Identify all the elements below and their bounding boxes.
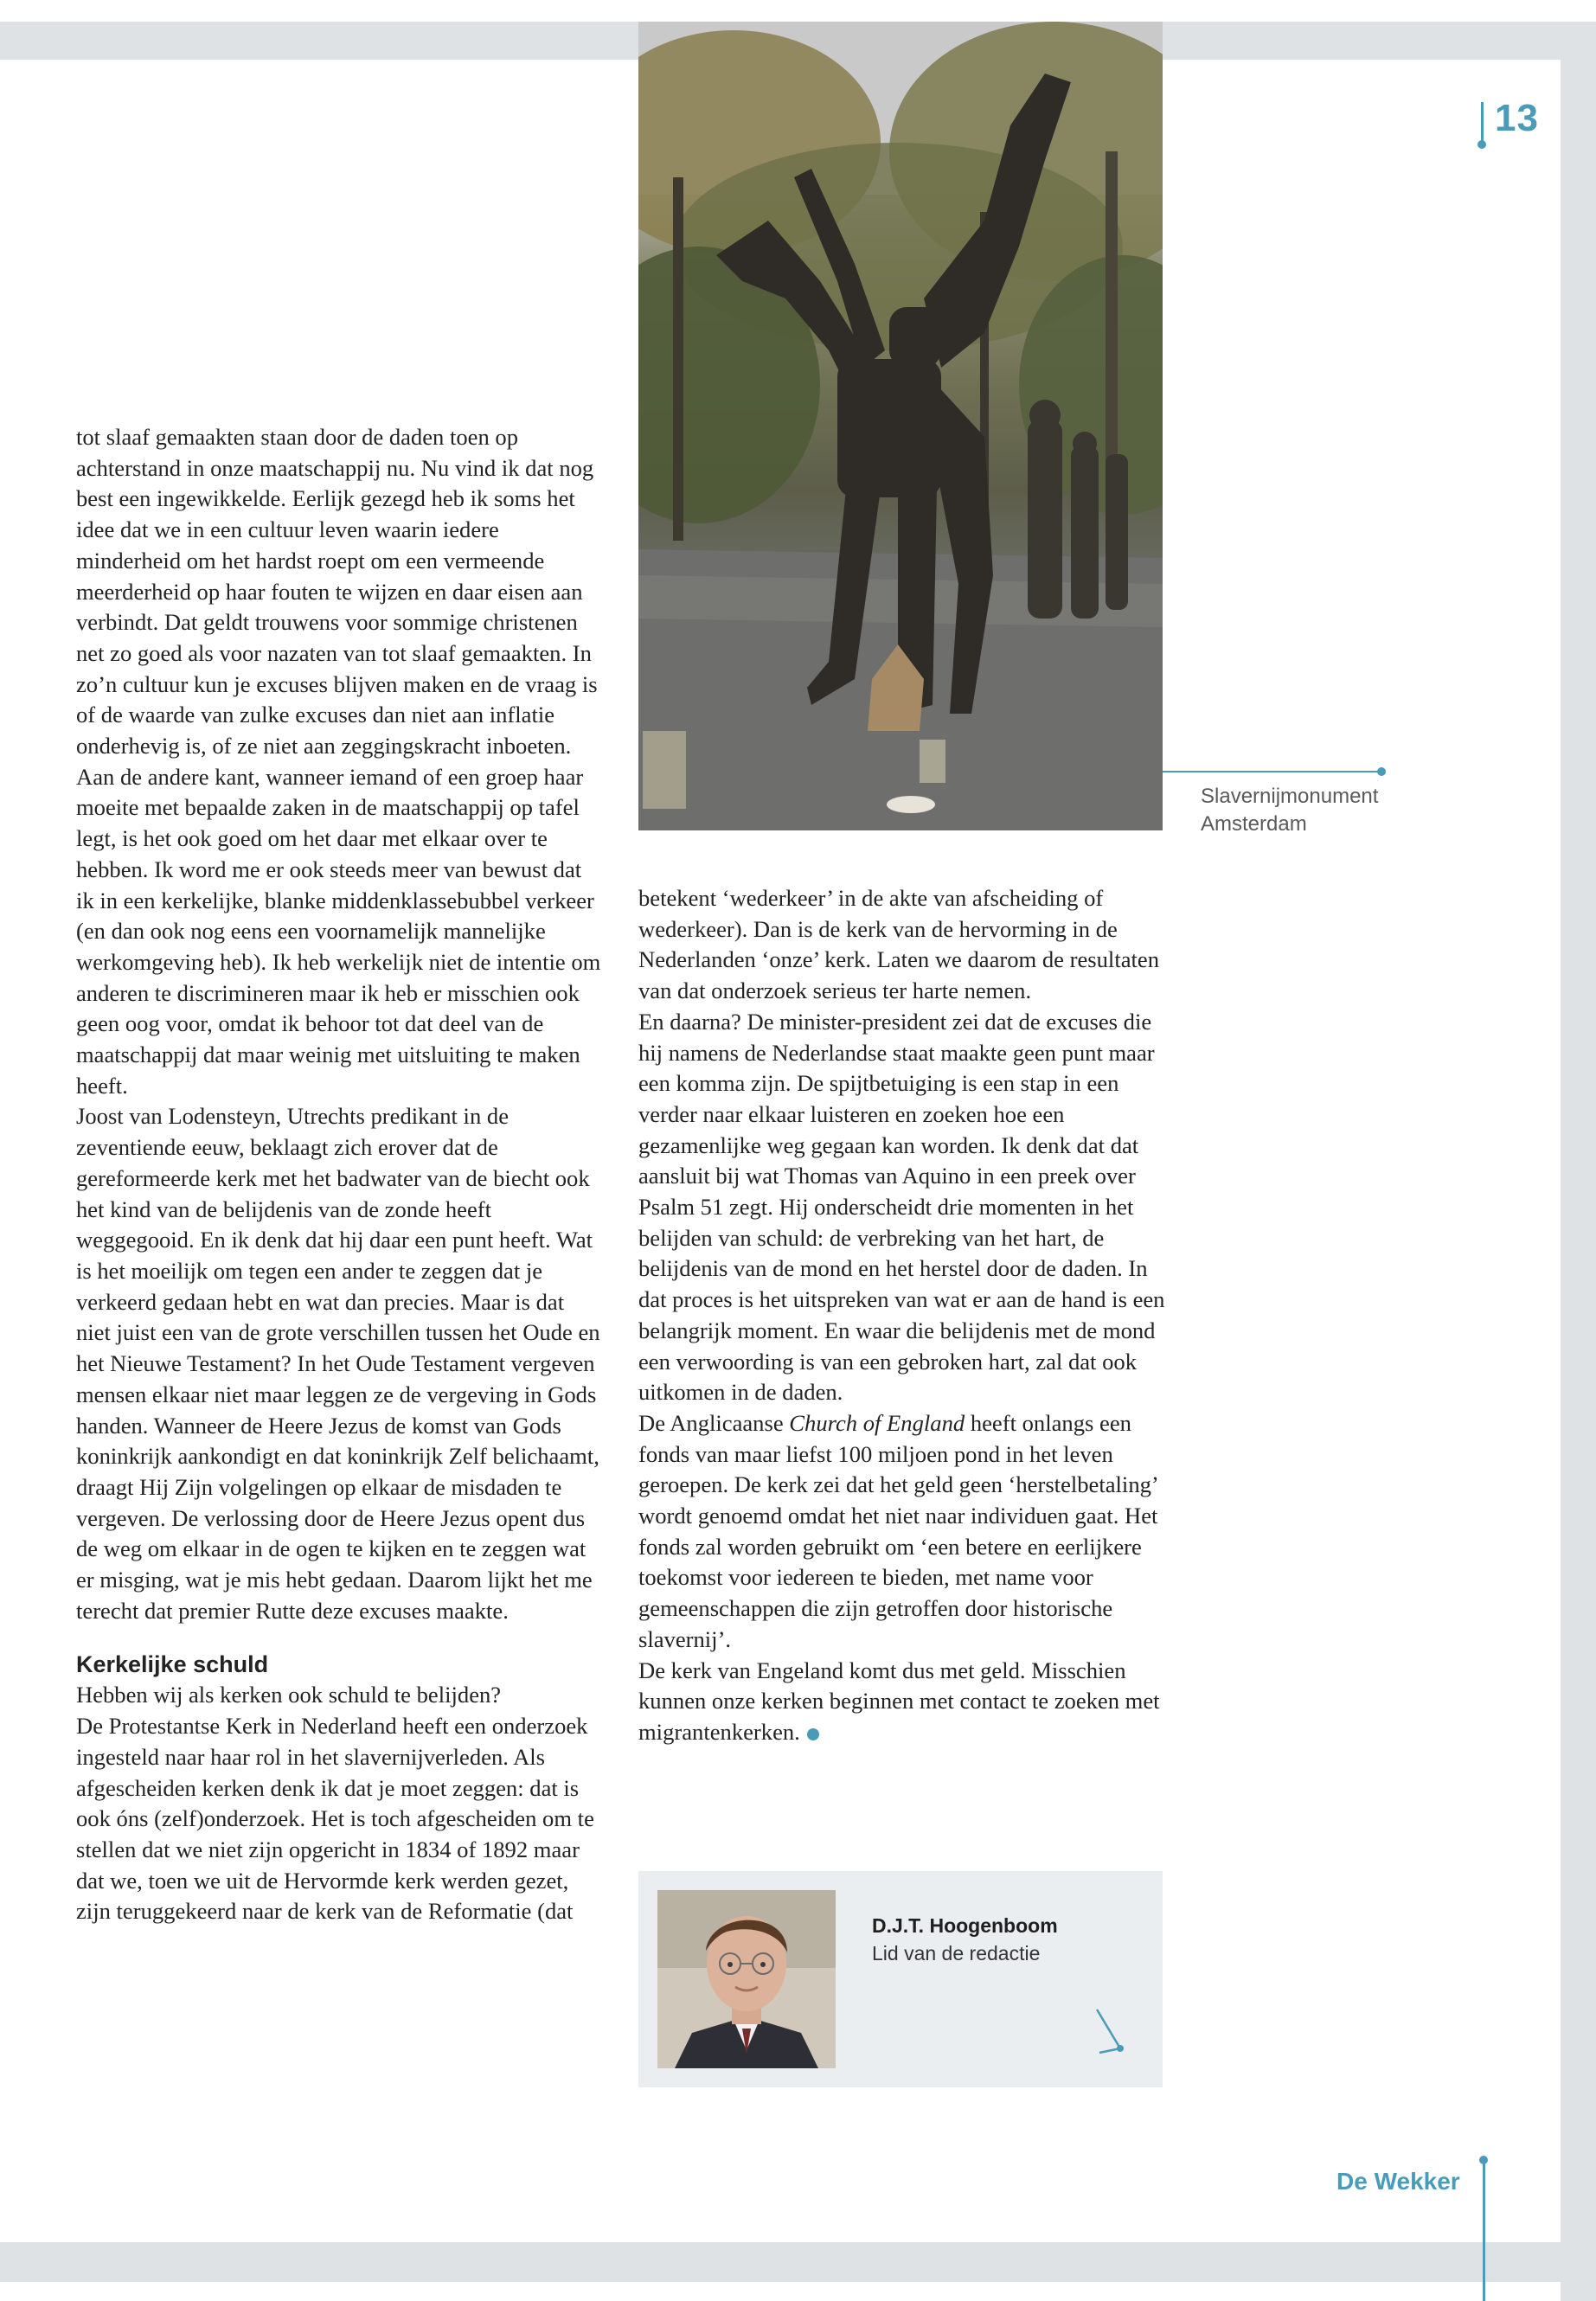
end-of-article-dot bbox=[807, 1728, 819, 1740]
caption-line-1: Slavernijmonument bbox=[1201, 785, 1379, 808]
middle-paragraph-2: En daarna? De minister-president zei dat de excuses die hij namens de Nederlandse staat maakte geen punt maar een komma zijn. De spijtbetuiging is een stap in een verder naar elkaar luisteren en zoeken hoe een gezamenlijke weg gegaan kan worden. Ik denk dat dat aansluit bij wat Thomas van Aquino in een preek over Psalm 51 zegt. Hij onderscheidt drie momenten in het belijden van schuld: de verbreking van het hart, de belijdenis van de mond en het herstel door de daden. In dat proces is het uitspreken van wat er aan de hand is een belangrijk moment. En waar die belijdenis met de mond een verwoording is van een gebroken hart, zal dat ook uitkomen in de daden. bbox=[638, 1008, 1165, 1406]
caption-leader-line bbox=[1163, 771, 1381, 772]
page-number-dot bbox=[1477, 140, 1486, 149]
photo-caption bbox=[1201, 783, 1378, 838]
page-number: 13 bbox=[1495, 97, 1539, 139]
caption-leader-dot bbox=[1377, 767, 1386, 776]
left-paragraph-3: Hebben wij als kerken ook schuld te belijden? bbox=[76, 1682, 502, 1708]
author-name: D.J.T. Hoogenboom bbox=[872, 1914, 1058, 1937]
anglican-text-start: De Anglicaanse bbox=[638, 1409, 790, 1436]
footer-rule bbox=[1483, 2159, 1485, 2301]
left-paragraph-4: De Protestantse Kerk in Nederland heeft een onderzoek ingesteld naar haar rol in het slavernijverleden. Als afgescheiden kerken denk ik dat je moet zeggen: dat is ook óns (zelf)onderzoek. Het is toch afgescheiden om te stellen dat we niet zijn opgericht in 1834 of 1892 maar dat we, toen we uit de Hervormde kerk werden gezet, zijn teruggekeerd naar de kerk van de Reformatie (dat bbox=[76, 1713, 594, 1925]
author-role: Lid van de redactie bbox=[872, 1942, 1041, 1965]
author-portrait bbox=[657, 1890, 836, 2068]
monument-photo bbox=[638, 22, 1163, 830]
middle-text-column bbox=[638, 883, 1166, 1748]
middle-paragraph-1: betekent ‘wederkeer’ in de akte van afscheiding of wederkeer). Dan is de kerk van de hervorming in de Nederlanden ‘onze’ kerk. Laten we daarom de resultaten van dat onderzoek serieus ter harte nemen. bbox=[638, 885, 1159, 1004]
middle-paragraph-final bbox=[638, 1656, 1166, 1748]
anglican-text-end: heeft onlangs een fonds van maar liefst 100 miljoen pond in het leven geroepen. De kerk zei dat het geld geen ‘herstelbetaling’ wordt genoemd omdat het niet naar individuen gaat. Het fonds zal worden gebruikt om ‘een betere en eerlijkere toekomst voor iedereen te bieden, met name voor gemeenschappen die zijn getroffen door historische slavernij’. bbox=[638, 1409, 1158, 1652]
left-text-column bbox=[76, 422, 604, 1927]
caption-line-2: Amsterdam bbox=[1201, 812, 1307, 836]
page-frame-bottom bbox=[0, 2242, 1596, 2282]
middle-paragraph-anglican bbox=[638, 1408, 1166, 1656]
magazine-name: De Wekker bbox=[1336, 2168, 1460, 2195]
page-number-rule bbox=[1481, 102, 1484, 142]
church-of-england-italic: Church of England bbox=[789, 1409, 965, 1436]
author-signature-mark bbox=[1094, 2007, 1129, 2059]
final-paragraph-text: De kerk van Engeland komt dus met geld. Misschien kunnen onze kerken beginnen met contact te zoeken met migrantenkerken. bbox=[638, 1657, 1160, 1745]
page-frame-right bbox=[1561, 22, 1596, 2301]
section-heading: Kerkelijke schuld bbox=[76, 1651, 269, 1678]
left-paragraph-2: Joost van Lodensteyn, Utrechts predikant in de zeventiende eeuw, beklaagt zich erover dat de gereformeerde kerk met het badwater van de biecht ook het kind van de belijdenis van de zonde heeft weggegooid. En ik denk dat hij daar een punt heeft. Wat is het moeilijk om tegen een ander te zeggen dat je verkeerd gedaan hebt en wat dan precies. Maar is dat niet juist een van de grote verschillen tussen het Oude en het Nieuwe Testament? In het Oude Testament vergeven mensen elkaar niet maar leggen ze de vergeving in Gods handen. Wanneer de Heere Jezus de komst van Gods koninkrijk aankondigt en dat koninkrijk Zelf belichaamt, draagt Hij Zijn volgelingen op elkaar de misdaden te vergeven. De verlossing door de Heere Jezus opent dus de weg om elkaar in de ogen te kijken en te zeggen wat er misging, wat je mis hebt gedaan. Daarom lijkt het me terecht dat premier Rutte deze excuses maakte. bbox=[76, 1103, 600, 1624]
left-paragraph-1: tot slaaf gemaakten staan door de daden toen op achterstand in onze maatschappij nu. Nu vind ik dat nog best een ingewikkelde. Eerlijk gezegd heb ik soms het idee dat we in een cultuur leven waarin iedere minderheid om het hardst roept om een vermeende meerderheid op haar fouten te wijzen en daar eisen aan verbindt. Dat geldt trouwens voor sommige christenen net zo goed als voor nazaten van tot slaaf gemaakten. In zo’n cultuur kun je excuses blijven maken en de vraag is of de waarde van zulke excuses dan niet aan inflatie onderhevig is, of ze niet aan zeggingskracht inboeten. Aan de andere kant, wanneer iemand of een groep haar moeite met bepaalde zaken in de maatschappij op tafel legt, is het ook goed om het daar met elkaar over te hebben. Ik word me er ook steeds meer van bewust dat ik in een kerkelijke, blanke middenklassebubbel verkeer (en dan ook nog eens een voornamelijk mannelijke werkomgeving heb). Ik heb werkelijk niet de intentie om anderen te discrimineren maar ik heb er misschien ook geen oog voor, omdat ik behoor tot dat deel van de maatschappij dat maar weinig met uitsluiting te maken heeft. bbox=[76, 424, 601, 1099]
author-box bbox=[638, 1871, 1163, 2087]
